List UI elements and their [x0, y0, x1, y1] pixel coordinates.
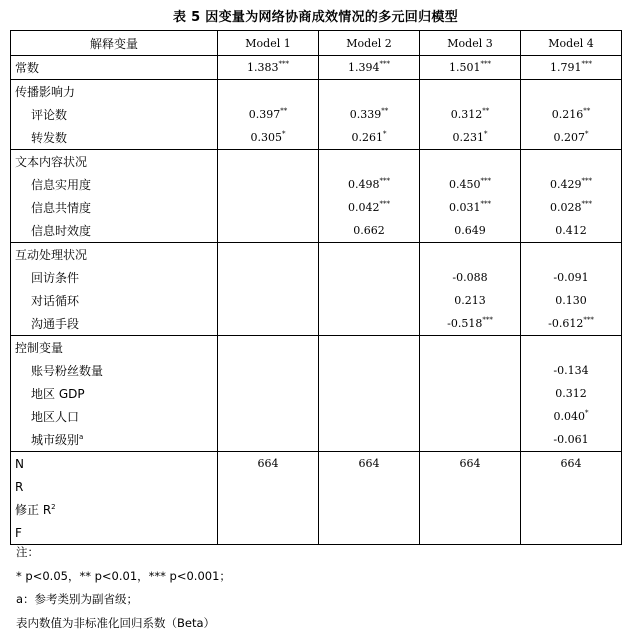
- row-label-text: 信息共情度: [31, 201, 91, 215]
- coef-cell-model-2: [319, 266, 420, 289]
- row-label-text: 对话循环: [31, 294, 79, 308]
- table-title: 表 5 因变量为网络协商成效情况的多元回归模型: [0, 6, 631, 25]
- coef-cell-model-4: [521, 312, 622, 336]
- coef-cell-model-4: [521, 428, 622, 452]
- coef-cell-model-3: [420, 452, 521, 476]
- coef-value: 0.216: [552, 108, 584, 121]
- row-label: [11, 219, 218, 243]
- table-row: [11, 312, 622, 336]
- coef-value: 0.450: [449, 178, 481, 191]
- coef-cell-model-2: [319, 428, 420, 452]
- header-model-1: Model 1: [218, 31, 319, 56]
- row-label-text: 互动处理状况: [15, 248, 87, 262]
- significance-stars: ***: [582, 60, 593, 68]
- row-label: [11, 312, 218, 336]
- coef-cell-model-4: [521, 382, 622, 405]
- coef-value: 664: [359, 457, 380, 470]
- row-label-text: N: [15, 457, 24, 471]
- table-row: [11, 126, 622, 150]
- coef-value: 1.383: [247, 61, 279, 74]
- significance-stars: ***: [380, 200, 391, 208]
- coef-cell-model-3: [420, 150, 521, 174]
- row-label: [11, 103, 218, 126]
- coef-cell-model-3: [420, 266, 521, 289]
- coef-value: 0.429: [550, 178, 582, 191]
- coef-cell-model-1: [218, 359, 319, 382]
- header-variable: 解释变量: [11, 31, 218, 56]
- coef-cell-model-2: [319, 498, 420, 521]
- row-label-text: 评论数: [31, 108, 67, 122]
- coef-cell-model-4: [521, 173, 622, 196]
- coef-cell-model-1: [218, 428, 319, 452]
- row-label-text: F: [15, 526, 22, 540]
- coef-value: 0.207: [554, 131, 586, 144]
- significance-stars: ***: [380, 177, 391, 185]
- coef-cell-model-2: [319, 243, 420, 267]
- significance-stars: ***: [279, 60, 290, 68]
- coef-cell-model-4: [521, 150, 622, 174]
- row-label: [11, 196, 218, 219]
- table-row: [11, 196, 622, 219]
- row-label: [11, 336, 218, 360]
- row-label-text: 转发数: [31, 131, 67, 145]
- table-row: [11, 475, 622, 498]
- coef-cell-model-2: [319, 452, 420, 476]
- significance-stars: *: [585, 409, 589, 417]
- coef-cell-model-3: [420, 428, 521, 452]
- coef-cell-model-1: [218, 150, 319, 174]
- significance-stars: *: [383, 130, 387, 138]
- significance-stars: ***: [481, 200, 492, 208]
- header-model-3: Model 3: [420, 31, 521, 56]
- note-line: * p<0.05，** p<0.01，*** p<0.001；: [16, 565, 231, 589]
- coef-value: 664: [561, 457, 582, 470]
- note-line: a：参考类别为副省级；: [16, 588, 231, 612]
- regression-table: [10, 30, 622, 545]
- coef-cell-model-2: [319, 312, 420, 336]
- coef-value: -0.134: [553, 364, 588, 377]
- coef-cell-model-2: [319, 126, 420, 150]
- row-label: [11, 56, 218, 80]
- significance-stars: **: [381, 107, 388, 115]
- coef-cell-model-4: [521, 126, 622, 150]
- coef-cell-model-3: [420, 126, 521, 150]
- coef-cell-model-2: [319, 103, 420, 126]
- row-label: [11, 498, 218, 521]
- row-label-text: 传播影响力: [15, 85, 75, 99]
- coef-cell-model-2: [319, 405, 420, 428]
- row-label: [11, 405, 218, 428]
- coef-cell-model-3: [420, 475, 521, 498]
- coef-cell-model-3: [420, 312, 521, 336]
- coef-cell-model-3: [420, 336, 521, 360]
- table-row: [11, 243, 622, 267]
- coef-cell-model-3: [420, 382, 521, 405]
- coef-cell-model-4: [521, 336, 622, 360]
- coef-cell-model-2: [319, 359, 420, 382]
- coef-cell-model-1: [218, 173, 319, 196]
- coef-value: 0.397: [249, 108, 281, 121]
- table-row: [11, 498, 622, 521]
- row-label: [11, 452, 218, 476]
- coef-cell-model-3: [420, 289, 521, 312]
- coef-value: -0.091: [553, 271, 588, 284]
- row-label-text: 控制变量: [15, 341, 63, 355]
- coef-cell-model-1: [218, 266, 319, 289]
- row-label: [11, 173, 218, 196]
- significance-stars: **: [280, 107, 287, 115]
- coef-cell-model-2: [319, 173, 420, 196]
- table-row: [11, 266, 622, 289]
- header-model-4: Model 4: [521, 31, 622, 56]
- coef-cell-model-4: [521, 289, 622, 312]
- row-label: [11, 475, 218, 498]
- row-label: [11, 428, 218, 452]
- coef-cell-model-1: [218, 126, 319, 150]
- coef-value: 0.213: [454, 294, 486, 307]
- coef-cell-model-4: [521, 219, 622, 243]
- significance-stars: ***: [582, 177, 593, 185]
- coef-cell-model-2: [319, 336, 420, 360]
- coef-value: 0.339: [350, 108, 382, 121]
- significance-stars: ***: [583, 316, 594, 324]
- coef-cell-model-1: [218, 405, 319, 428]
- row-label-text: 账号粉丝数量: [31, 364, 103, 378]
- coef-cell-model-2: [319, 80, 420, 104]
- coef-value: 0.042: [348, 201, 380, 214]
- row-label-text: 信息实用度: [31, 178, 91, 192]
- coef-value: 0.028: [550, 201, 582, 214]
- header-row: [11, 31, 622, 56]
- coef-cell-model-1: [218, 521, 319, 545]
- coef-value: 664: [460, 457, 481, 470]
- coef-value: 0.261: [352, 131, 384, 144]
- coef-cell-model-1: [218, 80, 319, 104]
- table-row: [11, 405, 622, 428]
- coef-value: 0.231: [453, 131, 485, 144]
- table-row: [11, 150, 622, 174]
- coef-cell-model-1: [218, 336, 319, 360]
- coef-cell-model-4: [521, 243, 622, 267]
- coef-cell-model-4: [521, 56, 622, 80]
- coef-cell-model-4: [521, 80, 622, 104]
- row-label: [11, 382, 218, 405]
- coef-value: 0.305: [251, 131, 283, 144]
- coef-value: 1.501: [449, 61, 481, 74]
- coef-value: 0.031: [449, 201, 481, 214]
- coef-cell-model-3: [420, 498, 521, 521]
- coef-cell-model-4: [521, 266, 622, 289]
- coef-cell-model-4: [521, 359, 622, 382]
- table-row: [11, 173, 622, 196]
- row-label: [11, 126, 218, 150]
- row-label: [11, 150, 218, 174]
- coef-cell-model-1: [218, 56, 319, 80]
- table-body: [11, 56, 622, 545]
- coef-cell-model-1: [218, 475, 319, 498]
- coef-cell-model-3: [420, 103, 521, 126]
- coef-cell-model-3: [420, 196, 521, 219]
- coef-value: -0.612: [548, 317, 583, 330]
- coef-cell-model-1: [218, 289, 319, 312]
- table-row: [11, 452, 622, 476]
- coef-value: 0.412: [555, 224, 587, 237]
- table-row: [11, 80, 622, 104]
- coef-cell-model-4: [521, 475, 622, 498]
- coef-value: -0.061: [553, 433, 588, 446]
- significance-stars: *: [282, 130, 286, 138]
- coef-cell-model-2: [319, 219, 420, 243]
- coef-cell-model-1: [218, 498, 319, 521]
- row-label-text: 地区人口: [31, 410, 79, 424]
- row-label: [11, 289, 218, 312]
- coef-cell-model-3: [420, 243, 521, 267]
- coef-value: -0.518: [447, 317, 482, 330]
- table-row: [11, 289, 622, 312]
- row-label-text: 信息时效度: [31, 224, 91, 238]
- coef-cell-model-3: [420, 359, 521, 382]
- coef-value: 0.040: [554, 410, 586, 423]
- coef-cell-model-2: [319, 56, 420, 80]
- table-notes: [16, 541, 231, 635]
- coef-cell-model-4: [521, 452, 622, 476]
- coef-cell-model-4: [521, 405, 622, 428]
- coef-value: 0.312: [451, 108, 483, 121]
- row-label-text: 沟通手段: [31, 317, 79, 331]
- coef-cell-model-2: [319, 289, 420, 312]
- significance-stars: *: [585, 130, 589, 138]
- header-model-2: Model 2: [319, 31, 420, 56]
- coef-cell-model-1: [218, 243, 319, 267]
- significance-stars: **: [583, 107, 590, 115]
- coef-value: 0.498: [348, 178, 380, 191]
- coef-cell-model-1: [218, 219, 319, 243]
- coef-cell-model-3: [420, 173, 521, 196]
- table-row: [11, 56, 622, 80]
- significance-stars: ***: [582, 200, 593, 208]
- row-label-text: 回访条件: [31, 271, 79, 285]
- coef-value: 0.662: [353, 224, 385, 237]
- table-row: [11, 359, 622, 382]
- significance-stars: ***: [481, 177, 492, 185]
- coef-value: 0.312: [555, 387, 587, 400]
- coef-cell-model-2: [319, 150, 420, 174]
- row-label: [11, 266, 218, 289]
- coef-cell-model-2: [319, 521, 420, 545]
- row-label-text: 城市级别: [31, 433, 79, 447]
- coef-cell-model-1: [218, 312, 319, 336]
- coef-value: 1.791: [550, 61, 582, 74]
- row-label-text: 修正 R: [15, 503, 51, 517]
- significance-stars: **: [482, 107, 489, 115]
- significance-stars: ***: [482, 316, 493, 324]
- coef-cell-model-1: [218, 382, 319, 405]
- coef-cell-model-3: [420, 80, 521, 104]
- coef-cell-model-2: [319, 382, 420, 405]
- table-row: [11, 428, 622, 452]
- significance-stars: ***: [380, 60, 391, 68]
- coef-cell-model-1: [218, 196, 319, 219]
- coef-cell-model-4: [521, 103, 622, 126]
- table-row: [11, 382, 622, 405]
- coef-cell-model-3: [420, 405, 521, 428]
- coef-cell-model-3: [420, 521, 521, 545]
- coef-value: 664: [258, 457, 279, 470]
- coef-value: -0.088: [452, 271, 487, 284]
- table-row: [11, 103, 622, 126]
- coef-cell-model-1: [218, 103, 319, 126]
- row-label-text: 地区 GDP: [31, 387, 85, 401]
- coef-cell-model-1: [218, 452, 319, 476]
- row-label-text: R: [15, 480, 23, 494]
- coef-cell-model-4: [521, 521, 622, 545]
- row-label-text: 常数: [15, 61, 39, 75]
- significance-stars: ***: [481, 60, 492, 68]
- row-label: [11, 243, 218, 267]
- significance-stars: *: [484, 130, 488, 138]
- row-label: [11, 359, 218, 382]
- row-label-superscript: 2: [51, 503, 55, 511]
- row-label-superscript: a: [79, 433, 83, 441]
- row-label-text: 文本内容状况: [15, 155, 87, 169]
- coef-value: 1.394: [348, 61, 380, 74]
- note-line: 表内数值为非标准化回归系数（Beta）: [16, 612, 231, 635]
- coef-cell-model-2: [319, 196, 420, 219]
- coef-cell-model-3: [420, 56, 521, 80]
- coef-value: 0.649: [454, 224, 486, 237]
- coef-cell-model-2: [319, 475, 420, 498]
- table-row: [11, 219, 622, 243]
- table-row: [11, 336, 622, 360]
- coef-cell-model-3: [420, 219, 521, 243]
- coef-cell-model-4: [521, 498, 622, 521]
- coef-value: 0.130: [555, 294, 587, 307]
- coef-cell-model-4: [521, 196, 622, 219]
- row-label: [11, 80, 218, 104]
- note-line: 注：: [16, 541, 231, 565]
